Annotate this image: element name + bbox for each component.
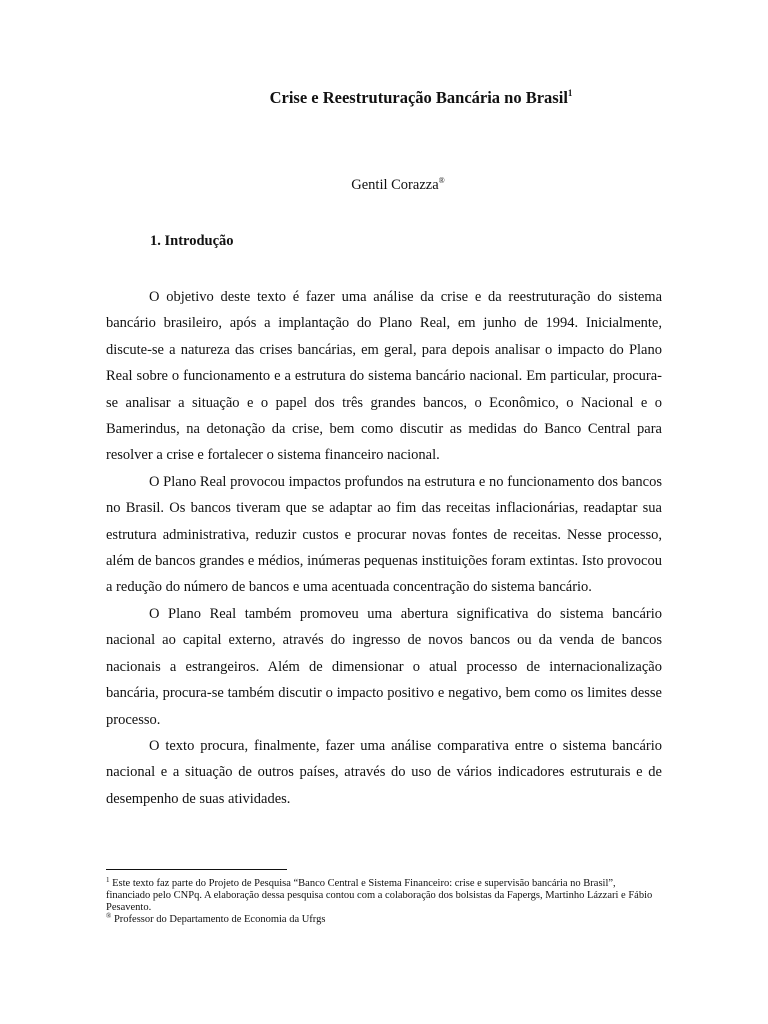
section-heading: 1. Introdução bbox=[150, 233, 234, 249]
paragraph: O objetivo deste texto é fazer uma análise da crise e da reestruturação do sistema bancário brasileiro, após a implantação do Plano Real, em junho de 1994. Inicialmente, discute-se a natureza das crises bancárias, em geral, para depois analisar o impacto do Plano Real sobre o funcionamento e a estrutura do sistema bancário nacional. Em particular, procura-se analisar a situação e o papel dos três grandes bancos, o Econômico, o Nacional e o Bamerindus, na detonação da crise, bem como discutir as medidas do Banco Central para resolver a crise e fortalecer o sistema financeiro nacional. bbox=[106, 289, 662, 464]
author-footnote-marker[interactable]: ® bbox=[438, 176, 445, 185]
footnote bbox=[106, 914, 662, 926]
body-text bbox=[106, 284, 662, 812]
footnote-text: Professor do Departamento de Economia da Ufrgs bbox=[111, 914, 326, 925]
paper-title-text: Crise e Reestruturação Bancária no Brasil bbox=[269, 88, 568, 107]
footnote bbox=[106, 878, 662, 914]
footnotes bbox=[106, 878, 662, 926]
footnote-divider bbox=[106, 869, 287, 870]
paragraph: O Plano Real provocou impactos profundos na estrutura e no funcionamento dos bancos no Brasil. Os bancos tiveram que se adaptar ao fim das receitas inflacionárias, readaptar sua estrutura administrativa, reduzir custos e procurar novas fontes de receitas. Nesse processo, além de bancos grandes e médios, inúmeras pequenas instituições foram extintas. Isto provocou a redução do número de bancos e uma acentuada concentração do sistema bancário. bbox=[106, 473, 662, 596]
footnote-marker: ® bbox=[106, 912, 112, 920]
footnote-text: Este texto faz parte do Projeto de Pesquisa “Banco Central e Sistema Financeiro: crise e supervisão bancária no Brasil”, financiado pelo CNPq. A elaboração dessa pesquisa contou com a colaboração dos bolsistas da Fapergs, Martinho Lázzari e Fábio Pesavento. bbox=[106, 878, 653, 913]
paragraph: O texto procura, finalmente, fazer uma análise comparativa entre o sistema bancário nacional e a situação de outros países, através do uso de vários indicadores estruturais e de desempenho de suas atividades. bbox=[106, 737, 662, 807]
paragraph: O Plano Real também promoveu uma abertura significativa do sistema bancário nacional ao capital externo, através do ingresso de novos bancos ou da venda de bancos nacionais a estrangeiros. Além de dimensionar o atual processo de internacionalização bancária, procura-se também discutir o impacto positivo e negativo, bem como os limites desse processo. bbox=[106, 605, 662, 728]
footnote-marker: 1 bbox=[106, 876, 110, 884]
author-name-text: Gentil Corazza bbox=[351, 177, 439, 193]
author-name bbox=[0, 175, 768, 195]
paper-title bbox=[0, 88, 768, 108]
title-footnote-marker[interactable]: 1 bbox=[567, 88, 573, 98]
